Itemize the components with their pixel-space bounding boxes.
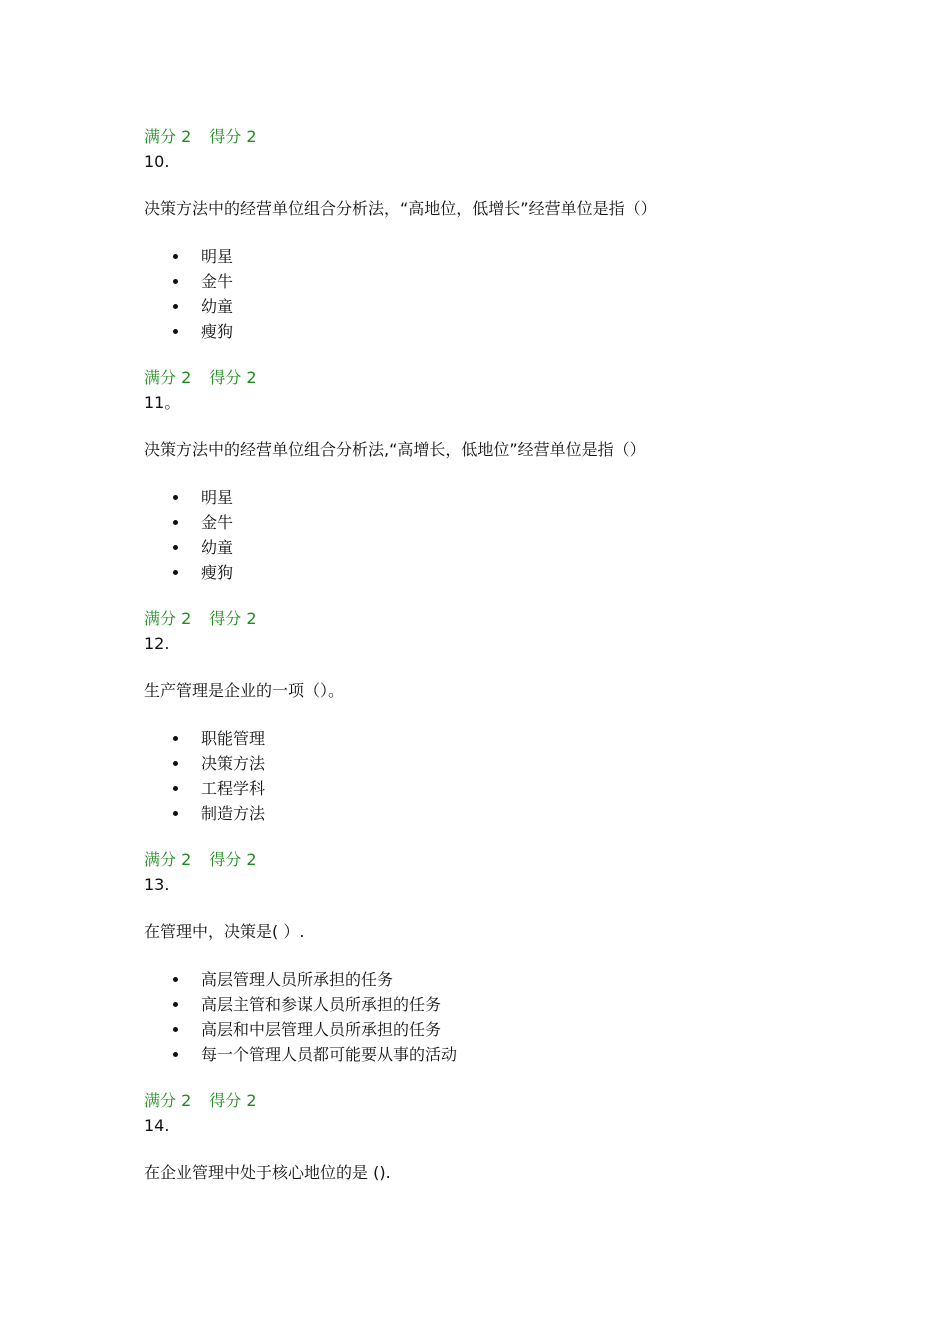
option-item: 制造方法 <box>144 801 864 826</box>
question-text: 在管理中，决策是( ）. <box>144 922 305 941</box>
option-item: 瘦狗 <box>144 319 864 344</box>
full-score: 满分 2 <box>144 609 192 628</box>
score-line <box>144 1089 864 1113</box>
question-block-12 <box>144 607 864 826</box>
option-item: 明星 <box>144 485 864 510</box>
question-text: 生产管理是企业的一项（）。 <box>144 681 345 700</box>
question-number: 12. <box>144 634 170 653</box>
option-item: 高层管理人员所承担的任务 <box>144 967 864 992</box>
score-line <box>144 848 864 872</box>
option-list <box>144 244 864 344</box>
question-number: 13. <box>144 875 170 894</box>
option-item: 高层主管和参谋人员所承担的任务 <box>144 992 864 1017</box>
obtained-score: 得分 2 <box>209 127 257 146</box>
question-block-10 <box>144 125 864 344</box>
obtained-score: 得分 2 <box>209 1091 257 1110</box>
full-score: 满分 2 <box>144 1091 192 1110</box>
question-block-11 <box>144 366 864 585</box>
option-item: 职能管理 <box>144 726 864 751</box>
option-item: 金牛 <box>144 269 864 294</box>
option-list <box>144 967 864 1067</box>
question-text: 决策方法中的经营单位组合分析法，“高地位，低增长”经营单位是指（） <box>144 199 657 218</box>
full-score: 满分 2 <box>144 127 192 146</box>
option-item: 高层和中层管理人员所承担的任务 <box>144 1017 864 1042</box>
full-score: 满分 2 <box>144 850 192 869</box>
question-block-13 <box>144 848 864 1067</box>
question-text: 在企业管理中处于核心地位的是 (). <box>144 1163 391 1182</box>
option-item: 工程学科 <box>144 776 864 801</box>
option-item: 瘦狗 <box>144 560 864 585</box>
question-number: 11。 <box>144 393 181 412</box>
option-item: 幼童 <box>144 535 864 560</box>
option-list <box>144 485 864 585</box>
full-score: 满分 2 <box>144 368 192 387</box>
option-item: 幼童 <box>144 294 864 319</box>
question-number: 14. <box>144 1116 170 1135</box>
score-line <box>144 125 864 149</box>
question-number: 10. <box>144 152 170 171</box>
obtained-score: 得分 2 <box>209 850 257 869</box>
score-line <box>144 366 864 390</box>
option-item: 决策方法 <box>144 751 864 776</box>
option-item: 明星 <box>144 244 864 269</box>
option-item: 每一个管理人员都可能要从事的活动 <box>144 1042 864 1067</box>
question-block-14 <box>144 1089 864 1185</box>
obtained-score: 得分 2 <box>209 609 257 628</box>
option-item: 金牛 <box>144 510 864 535</box>
question-text: 决策方法中的经营单位组合分析法,“高增长，低地位”经营单位是指（） <box>144 440 646 459</box>
obtained-score: 得分 2 <box>209 368 257 387</box>
score-line <box>144 607 864 631</box>
option-list <box>144 726 864 826</box>
